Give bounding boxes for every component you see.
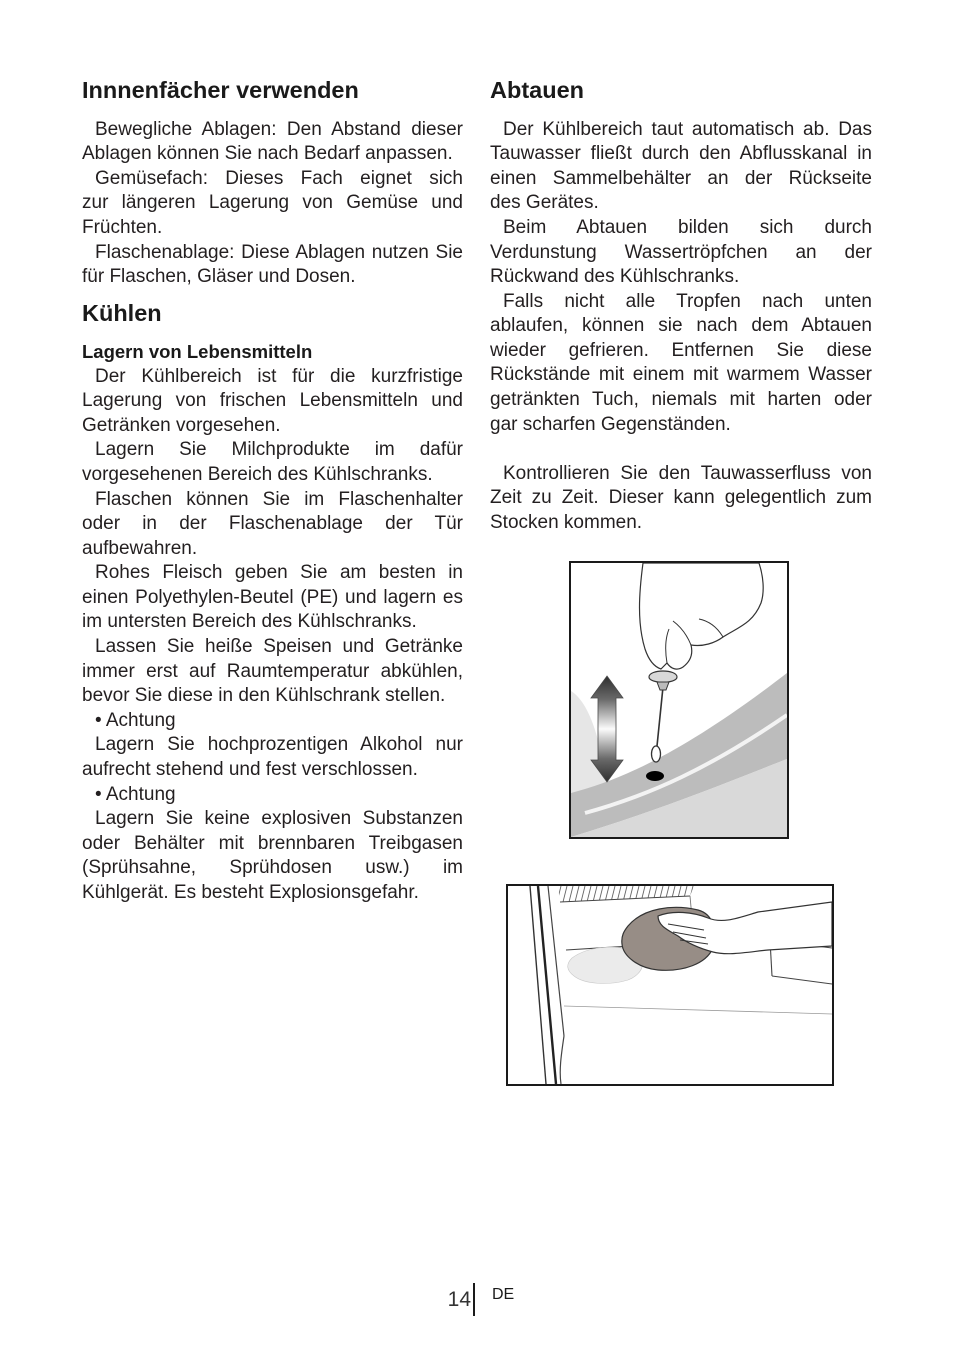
- paragraph: [490, 462, 872, 536]
- text-line: Zeit zu Zeit. Dieser kann gelegentlich zum: [490, 487, 872, 509]
- text-line: Lagern Sie hochprozentigen Alkohol nur: [95, 734, 463, 756]
- paragraph: [82, 807, 463, 905]
- paragraph: [82, 488, 463, 562]
- text-line: aufrecht stehend und fest verschlossen.: [82, 758, 418, 780]
- paragraph: [82, 783, 463, 808]
- section-heading-interior-compartments: Innnenfächer verwenden: [82, 77, 359, 103]
- text-line: vorgesehenen Bereich des Kühlschranks.: [82, 464, 433, 486]
- ceiling-hatch: [558, 886, 694, 902]
- paragraph: [82, 733, 463, 782]
- defrosting-closing-text: [490, 462, 872, 536]
- text-line: aufbewahren.: [82, 537, 198, 559]
- paragraph: [490, 216, 872, 290]
- text-line: Rückwand des Kühlschranks.: [490, 266, 740, 288]
- section-heading-cooling: Kühlen: [82, 300, 162, 327]
- text-line: Tauwasser fließt durch den Abflusskanal in: [490, 143, 872, 165]
- right-column: [490, 76, 872, 536]
- text-line: Lagerung von frischen Lebensmitteln und: [82, 390, 463, 412]
- double-arrow-shape: [591, 676, 623, 782]
- text-line: Flaschen können Sie im Flaschenhalter: [95, 488, 463, 510]
- paragraph: [82, 709, 463, 734]
- paragraph: [82, 241, 463, 290]
- text-line: getränkten Tuch, niemals mit harten oder: [490, 389, 872, 411]
- interior-compartments-text: [82, 118, 463, 290]
- wall-line-outer: [530, 886, 546, 1084]
- paragraph: [490, 290, 872, 437]
- drain-cleaning-drawing: [571, 563, 787, 837]
- text-line: (Sprühsahne, Sprühdosen usw.) im: [82, 857, 463, 879]
- paragraph: [82, 438, 463, 487]
- paragraph: [82, 561, 463, 635]
- text-line: immer erst auf Raumtemperatur abkühlen,: [82, 660, 463, 682]
- text-line: im untersten Bereich des Kühlschranks.: [82, 611, 417, 633]
- cleaning-pin: [649, 671, 677, 762]
- floor-front-edge: [564, 1006, 832, 1014]
- text-line: Getränken vorgesehen.: [82, 414, 281, 436]
- paragraph: [82, 635, 463, 709]
- text-line: Rückstände mit einem mit warmem Wasser: [490, 364, 872, 386]
- footer-separator: [473, 1283, 475, 1316]
- text-line: oder in der Flaschenablage der Tür: [82, 513, 463, 535]
- text-line: wieder gefrieren. Entfernen Sie diese: [490, 339, 872, 361]
- text-line: Rohes Fleisch geben Sie am besten in: [95, 562, 463, 584]
- interior-wiping-illustration: [506, 884, 834, 1086]
- section-heading-defrosting: Abtauen: [490, 77, 584, 103]
- language-code: DE: [492, 1286, 515, 1303]
- hand: [640, 563, 764, 669]
- subheading-food-storage: Lagern von Lebensmitteln: [82, 341, 313, 363]
- text-line: Bewegliche Ablagen: Den Abstand dieser: [95, 118, 463, 140]
- fridge-left-wall: [530, 886, 564, 1084]
- text-line: gar scharfen Gegenständen.: [490, 413, 731, 435]
- pin-cap: [649, 671, 677, 682]
- drain-cleaning-illustration: [569, 561, 789, 839]
- text-line: Kühlgerät. Es besteht Explosionsgefahr.: [82, 881, 419, 903]
- text-line: ablaufen, können sie nach dem Abtauen: [490, 315, 872, 337]
- text-line: Beim Abtauen bilden sich durch: [503, 217, 872, 238]
- text-line: Stocken kommen.: [490, 511, 643, 533]
- drain-hole: [646, 771, 664, 781]
- text-line: Kontrollieren Sie den Tauwasserfluss von: [503, 462, 872, 484]
- text-line: Falls nicht alle Tropfen nach unten: [503, 290, 872, 312]
- text-line: einen Polyethylen-Beutel (PE) und lagern es: [82, 586, 463, 608]
- double-arrow-icon: [591, 676, 623, 782]
- pin-tip: [652, 746, 661, 762]
- hand-outline: [640, 563, 764, 669]
- text-line: bevor Sie diese in den Kühlschrank stellen.: [82, 685, 446, 707]
- paragraph: [490, 118, 872, 216]
- page-number: 14: [447, 1288, 471, 1311]
- wall-line-main: [538, 886, 556, 1084]
- text-line: • Achtung: [95, 709, 176, 731]
- wall-lip: [560, 1036, 564, 1084]
- pin-collar: [657, 682, 669, 690]
- text-line: Flaschenablage: Diese Ablagen nutzen Sie: [95, 241, 463, 263]
- text-line: Ablagen können Sie nach Bedarf anpassen.: [82, 143, 453, 165]
- text-line: des Gerätes.: [490, 192, 599, 214]
- pin-shaft: [657, 687, 663, 746]
- text-line: oder Behälter mit brennbaren Treibgasen: [82, 832, 463, 854]
- left-column: [82, 76, 463, 905]
- text-line: Früchten.: [82, 217, 163, 238]
- text-line: Der Kühlbereich taut automatisch ab. Das: [503, 118, 872, 140]
- text-line: • Achtung: [95, 783, 176, 805]
- paragraph: [82, 118, 463, 167]
- text-line: Lassen Sie heiße Speisen und Getränke: [95, 636, 463, 658]
- text-line: einen Sammelbehälter an der Rückseite: [490, 167, 872, 189]
- text-line: Verdunstung Wassertröpfchen an der: [490, 241, 872, 263]
- drawer-bottom: [772, 976, 832, 984]
- paragraph: [82, 365, 463, 439]
- text-line: Gemüsefach: Dieses Fach eignet sich: [95, 167, 463, 189]
- text-line: Lagern Sie Milchprodukte im dafür: [95, 439, 463, 461]
- interior-wiping-drawing: [508, 886, 832, 1084]
- text-line: Lagern Sie keine explosiven Substanzen: [95, 808, 463, 830]
- text-line: Der Kühlbereich ist für die kurzfristige: [95, 365, 463, 387]
- defrosting-text: [490, 118, 872, 438]
- text-line: für Flaschen, Gläser und Dosen.: [82, 266, 356, 288]
- text-line: zur längeren Lagerung von Gemüse und: [82, 192, 463, 214]
- food-storage-text: [82, 365, 463, 906]
- paragraph: [82, 167, 463, 241]
